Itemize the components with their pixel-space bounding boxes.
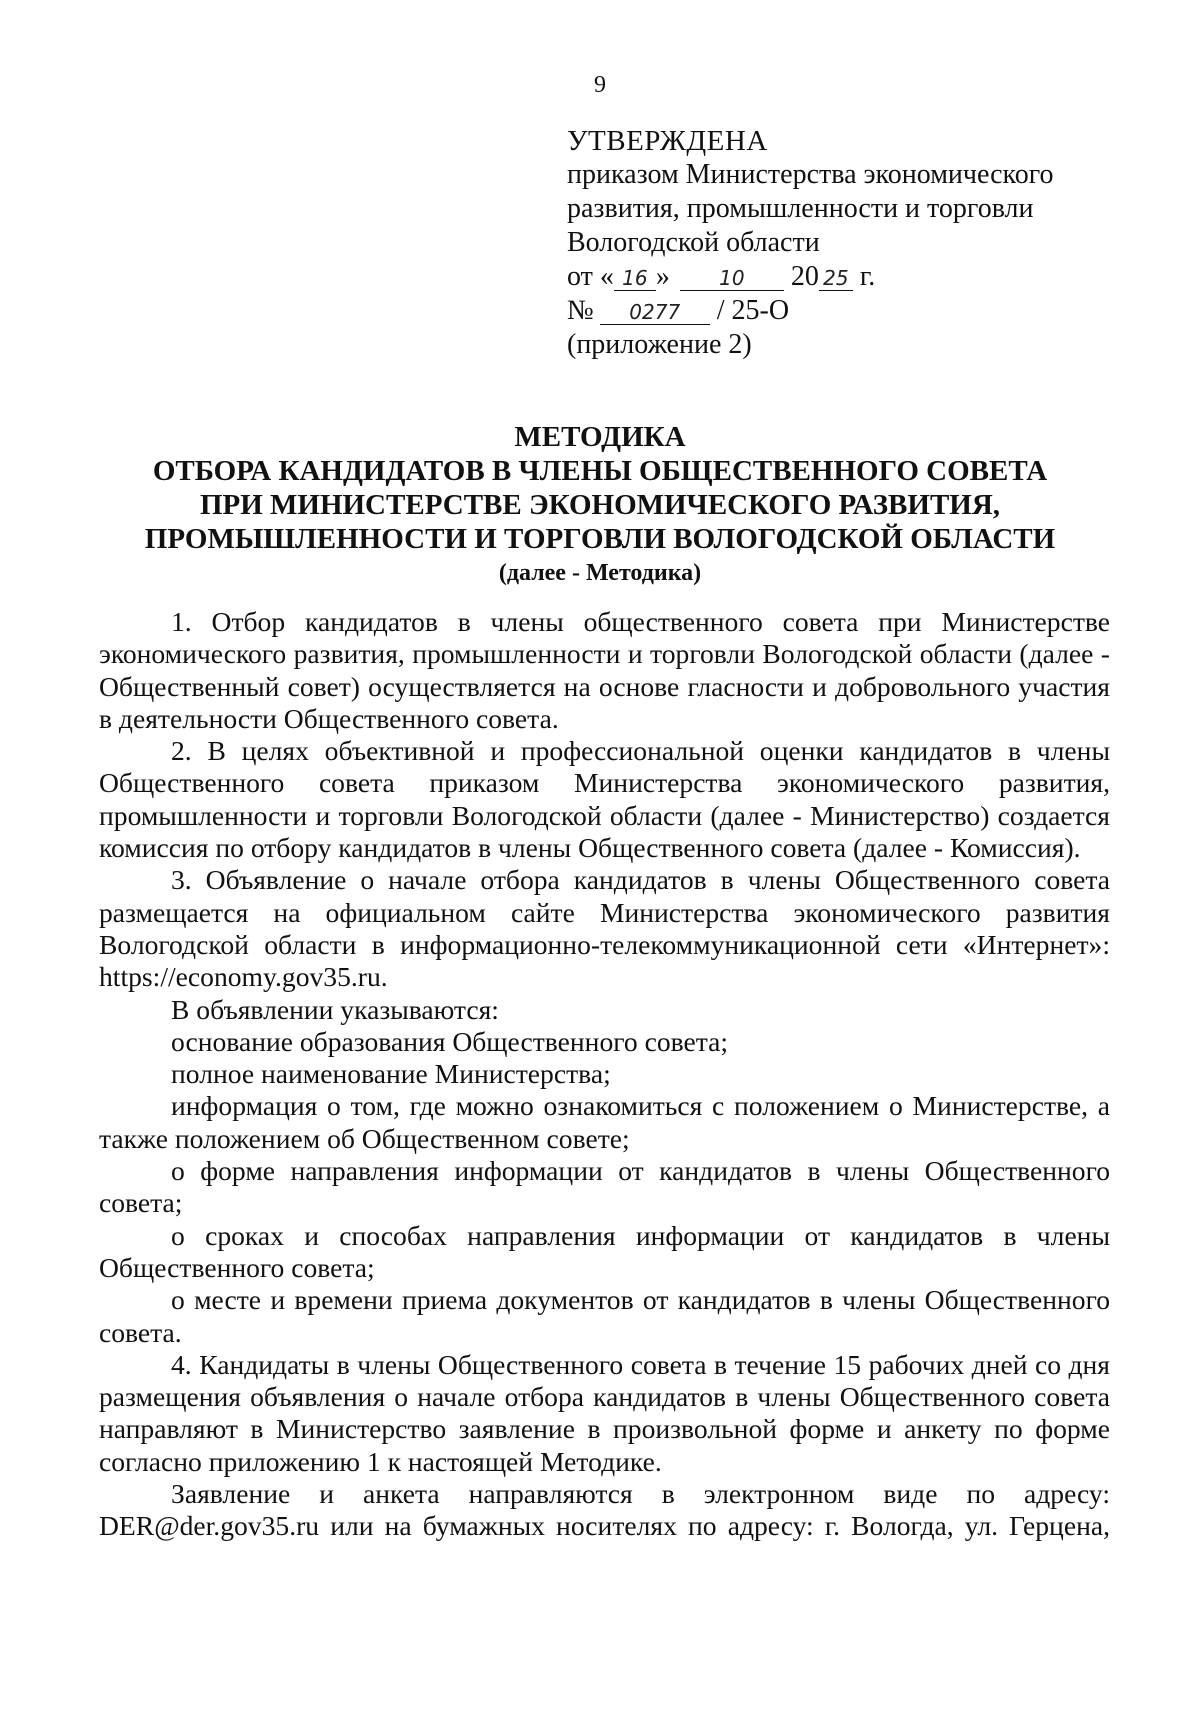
- paragraph-4: 4. Кандидаты в члены Общественного совета в течение 15 рабочих дней со дня размещения объявления о начале отбора кандидатов в члены Общественного совета направляют в Министерство заявление в произвольной форме и анкету по форме согласно приложению 1 к настоящей Методике.: [99, 1348, 1110, 1477]
- list-intro: В объявлении указываются:: [171, 993, 499, 1025]
- list-item: полное наименование Министерства;: [171, 1058, 611, 1090]
- paragraph-2: 2. В целях объективной и профессиональной оценки кандидатов в члены Общественного совета приказом Министерства экономического развития, промышленности и торговли Вологодской области (далее - Министерство) создается комиссия по отбору кандидатов в члены Общественного совета (далее - Комиссия).: [99, 735, 1110, 864]
- title-line-4: ПРОМЫШЛЕННОСТИ И ТОРГОВЛИ ВОЛОГОДСКОЙ ОБЛАСТИ: [144, 523, 1056, 555]
- date-suffix: г.: [859, 261, 876, 292]
- date-year-handwritten: 25: [819, 266, 853, 291]
- approval-line-2: развития, промышленности и торговли: [567, 193, 1034, 224]
- approval-date: [567, 260, 1054, 294]
- date-year-prefix: 20: [790, 261, 819, 292]
- document-body: [99, 606, 1110, 1543]
- title-line-2: ОТБОРА КАНДИДАТОВ В ЧЛЕНЫ ОБЩЕСТВЕННОГО СОВЕТА: [152, 455, 1048, 487]
- approval-line-1: приказом Министерства экономического: [567, 159, 1054, 190]
- list-item: о форме направления информации от кандидатов в члены Общественного совета;: [99, 1155, 1110, 1219]
- date-quote-close: »: [655, 261, 670, 292]
- approval-line-3: Вологодской области: [567, 227, 820, 258]
- page-number: 9: [594, 72, 606, 98]
- date-prefix: от «: [567, 261, 614, 292]
- approval-stamp: [567, 124, 1054, 362]
- date-day-handwritten: 16: [614, 266, 656, 291]
- approved-label: УТВЕРЖДЕНА: [567, 125, 768, 157]
- list-item: основание образования Общественного совета;: [171, 1025, 729, 1057]
- title-line-1: МЕТОДИКА: [514, 421, 686, 453]
- paragraph-5: Заявление и анкета направляются в электронном виде по адресу: DER@der.gov35.ru или на бумажных носителях по адресу: г. Вологда, ул. Герцена,: [99, 1478, 1110, 1542]
- paragraph-3: 3. Объявление о начале отбора кандидатов в члены Общественного совета размещается на официальном сайте Министерства экономического развития Вологодской области в информационно-телекоммуникационной сети «Интернет»: https://economy.gov35.ru.: [99, 864, 1110, 993]
- title-line-3: ПРИ МИНИСТЕРСТВЕ ЭКОНОМИЧЕСКОГО РАЗВИТИЯ,: [199, 489, 1001, 521]
- approval-number: [567, 294, 1054, 328]
- list-item: о месте и времени приема документов от кандидатов в члены Общественного совета.: [99, 1284, 1110, 1348]
- list-item: информация о том, где можно ознакомиться с положением о Министерстве, а также положением об Общественном совете;: [99, 1090, 1110, 1154]
- title-subtitle: (далее - Методика): [498, 560, 702, 586]
- approval-appendix: (приложение 2): [567, 329, 752, 360]
- number-handwritten: 0277: [600, 300, 710, 325]
- paragraph-1: 1. Отбор кандидатов в члены общественного совета при Министерстве экономического развития, промышленности и торговли Вологодской области (далее - Общественный совет) осуществляется на основе гласности и добровольного участия в деятельности Общественного совета.: [99, 606, 1110, 734]
- list-item: о сроках и способах направления информации от кандидатов в члены Общественного совета;: [99, 1219, 1110, 1283]
- document-title: [0, 420, 1200, 590]
- date-month-handwritten: 10: [680, 266, 784, 291]
- number-suffix: / 25-О: [716, 295, 790, 326]
- number-prefix: №: [567, 295, 594, 326]
